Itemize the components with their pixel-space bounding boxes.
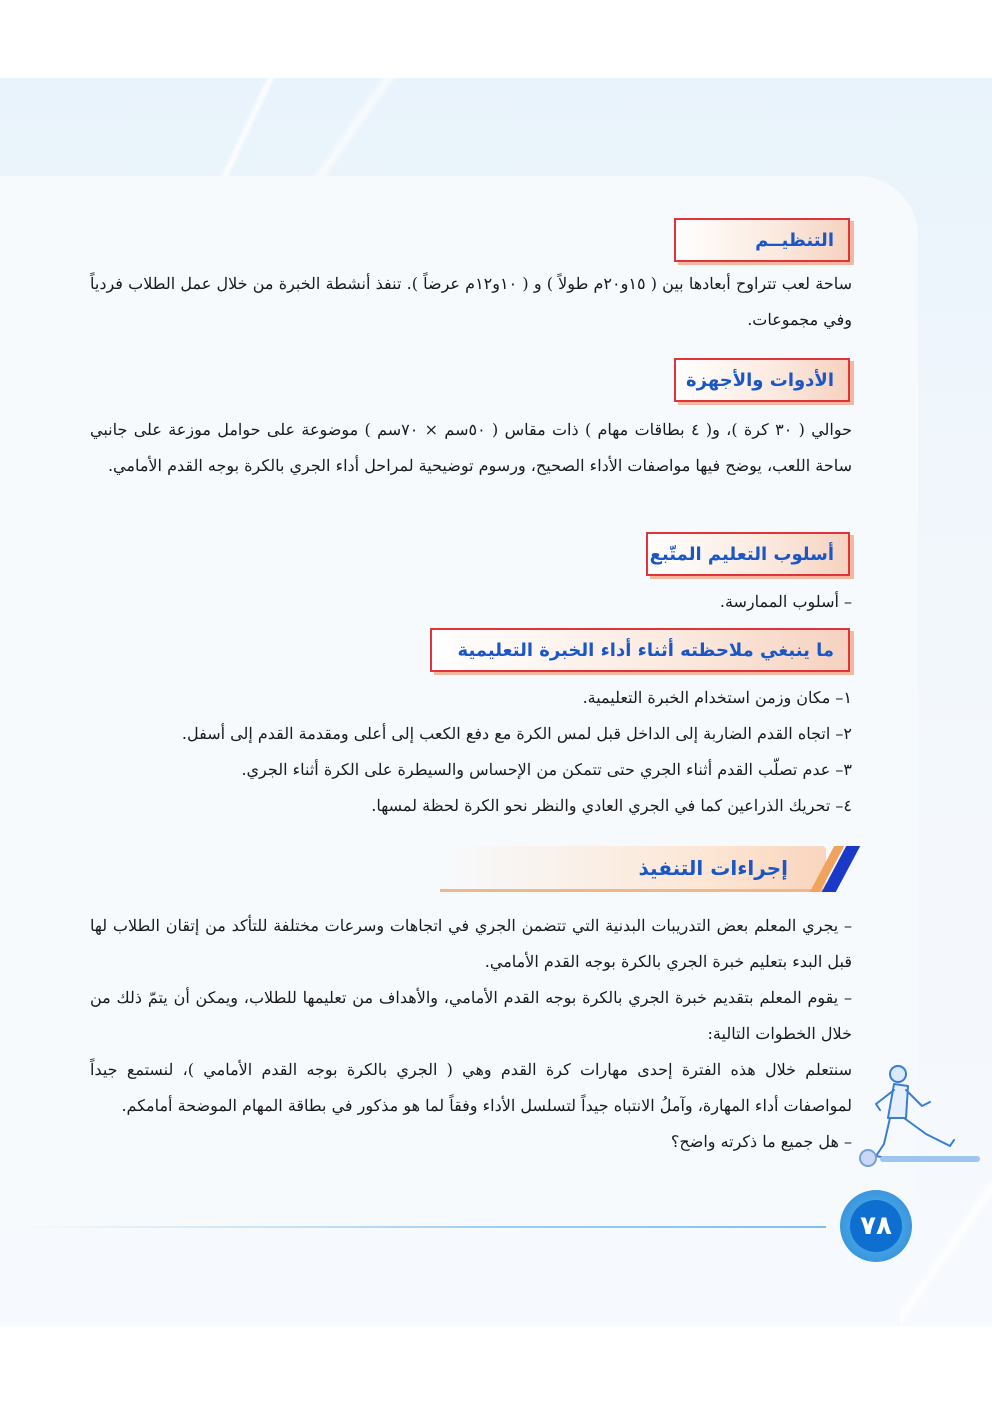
execution-text	[90, 908, 852, 1160]
organization-text: ساحة لعب تتراوح أبعادها بين ( ١٥و٢٠م طولاً ) و ( ١٠و١٢م عرضاً ). تنفذ أنشطة الخبرة من خلال عمل الطلاب فردياً وفي مجموعات.	[90, 274, 853, 329]
section-heading-tools	[674, 358, 850, 402]
list-item: ٤– تحريك الذراعين كما في الجري العادي والنظر نحو الكرة لحظة لمسها.	[371, 796, 852, 815]
list-item: ١– مكان وزمن استخدام الخبرة التعليمية.	[582, 688, 852, 707]
section-title: الأدوات والأجهزة	[686, 369, 834, 391]
paragraph: – هل جميع ما ذكرته واضح؟	[670, 1132, 852, 1151]
list-item: ٢– اتجاه القدم الضاربة إلى الداخل قبل لمس الكرة مع دفع الكعب إلى أعلى ومقدمة القدم إلى أسفل.	[181, 724, 852, 743]
footer-divider	[20, 1226, 826, 1228]
paragraph: – يجري المعلم بعض التدريبات البدنية التي تتضمن الجري في اتجاهات وسرعات مختلفة للتأكد من إتقان الطلاب لها قبل البدء بتعليم خبرة الجري بالكرة بوجه القدم الأمامي.	[90, 916, 853, 971]
section-title: ما ينبغي ملاحظته أثناء أداء الخبرة التعليمية	[457, 639, 834, 661]
page-number: ٧٨	[860, 1211, 892, 1241]
tools-text: حوالي ( ٣٠ كرة )، و( ٤ بطاقات مهام ) ذات مقاس ( ٥٠سم × ٧٠سم ) موضوعة على حوامل موزعة على جانبي ساحة اللعب، يوضح فيها مواصفات الأداء الصحيح، ورسوم توضيحية لمراحل أداء الجري بالكرة بوجه القدم الأمامي.	[90, 420, 853, 475]
section-heading-teaching-style	[646, 532, 850, 576]
paragraph: سنتعلم خلال هذه الفترة إحدى مهارات كرة القدم وهي ( الجري بالكرة بوجه القدم الأمامي )، لنستمع جيداً لمواصفات أداء المهارة، وآملُ الانتباه جيداً لتسلسل الأداء وفقاً لما هو مذكور في بطاقة المهام الموضحة أمامكم.	[90, 1060, 853, 1115]
section-title: إجراءات التنفيذ	[638, 856, 788, 880]
section-title: التنظيــم	[755, 229, 834, 251]
paragraph: – يقوم المعلم بتقديم خبرة الجري بالكرة بوجه القدم الأمامي، والأهداف من تعليمها للطلاب، ويمكن أن يتمّ ذلك من خلال الخطوات التالية:	[90, 988, 852, 1043]
decor-stripe	[270, 78, 430, 188]
section-heading-organization	[674, 218, 850, 262]
page-number-inner	[850, 1200, 902, 1252]
section-heading-execution	[440, 846, 834, 894]
list-item: ٣– عدم تصلّب القدم أثناء الجري حتى تتمكن من الإحساس والسيطرة على الكرة أثناء الجري.	[241, 760, 852, 779]
section-title: أسلوب التعليم المتّبع	[649, 543, 834, 565]
section-heading-notes	[430, 628, 850, 672]
decor-stripe	[900, 1180, 992, 1326]
football-player-icon	[850, 1060, 980, 1180]
page-number-badge	[840, 1190, 912, 1262]
teaching-style-text: – أسلوب الممارسة.	[719, 592, 852, 611]
notes-list	[90, 680, 852, 824]
